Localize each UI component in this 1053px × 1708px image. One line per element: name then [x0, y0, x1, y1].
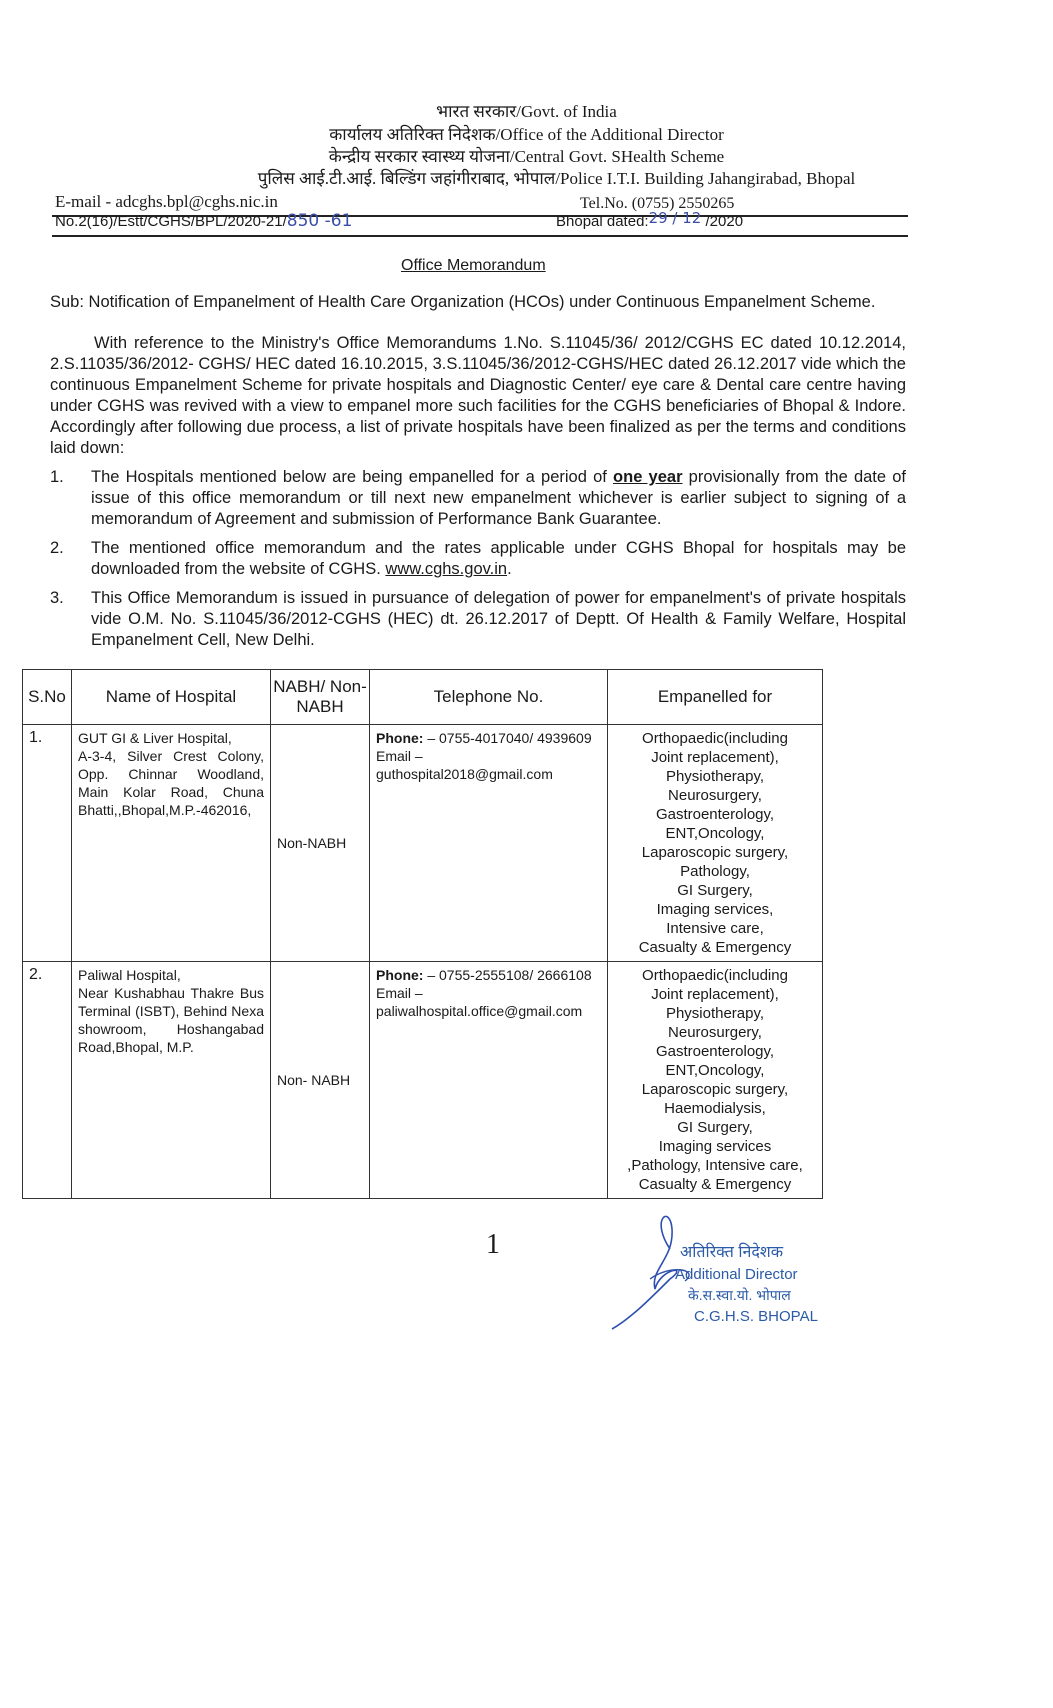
email-label: Email –	[376, 985, 423, 1001]
point-1-text-end: provisionally from the date of issue of this office memorandum or till next new empanelment whichever is earlier subject to signing of a memorandum of Agreement and submission of Performance Bank Guarantee.	[91, 468, 906, 528]
signature-stamp	[610, 1209, 850, 1344]
point-3-body: This Office Memorandum is issued in pursuance of delegation of power for empanelment's of private hospitals vide O.M. No. S.11045/36/2012-CGHS (HEC) dt. 26.12.2017 of Deptt. Of Health & Family Welfare, Hospital Empanelment Cell, New Delhi.	[91, 589, 906, 649]
stamp-title: Additional Director	[675, 1266, 798, 1283]
row-nabh: Non-NABH	[271, 725, 370, 962]
hospital-table	[22, 669, 823, 1199]
empanelled-specialty: Orthopaedic(including	[642, 967, 788, 984]
subject: Sub: Notification of Empanelment of Health Care Organization (HCOs) under Continuous Empanelment Scheme.	[50, 293, 876, 311]
point-2-body	[91, 538, 906, 580]
empanelled-specialty: Physiotherapy,	[665, 768, 765, 785]
letterhead-line-govt: भारत सरकार/Govt. of India	[436, 102, 617, 121]
point-1-body	[91, 467, 906, 530]
hospital-address: A-3-4, Silver Crest Colony, Opp. Chinnar Woodland, Main Kolar Road, Chuna Bhatti,,Bhopal,M.P.-462016,	[78, 748, 264, 818]
empanelled-specialty: Imaging services	[658, 1138, 772, 1155]
stamp-hindi-title: अतिरिक्त निदेशक	[680, 1244, 784, 1261]
empanelled-specialty: Imaging services,	[656, 901, 774, 918]
letterhead-email: E-mail - adcghs.bpl@cghs.nic.in	[55, 192, 278, 211]
empanelled-specialty: GI Surgery,	[677, 882, 753, 899]
empanelled-specialty: Orthopaedic(including	[642, 730, 788, 747]
row-empanelled	[608, 725, 823, 962]
page-number: 1	[486, 1229, 500, 1260]
header-sno: S.No	[23, 670, 72, 725]
document-title: Office Memorandum	[401, 257, 546, 274]
phone-number: – 0755-4017040/ 4939609	[423, 730, 592, 746]
table-row	[23, 725, 823, 962]
phone-number: – 0755-2555108/ 2666108	[423, 967, 592, 983]
handwritten-date: 29 / 12	[648, 209, 702, 227]
row-hospital-name	[72, 962, 271, 1199]
row-telephone	[370, 725, 608, 962]
hospital-name: Paliwal Hospital,	[78, 967, 181, 983]
header-name: Name of Hospital	[72, 670, 271, 725]
reference-number	[55, 210, 352, 233]
empanelled-specialty: ENT,Oncology,	[665, 1062, 765, 1079]
hospital-address: Near Kushabhau Thakre Bus Terminal (ISBT), Behind Nexa showroom, Hoshangabad Road,Bhopal, M.P.	[78, 985, 264, 1055]
row-sno: 2.	[23, 962, 72, 1199]
point-1-number: 1.	[50, 468, 64, 486]
stamp-hindi-office: के.स.स्वा.यो. भोपाल	[688, 1287, 791, 1303]
row-sno: 1.	[23, 725, 72, 962]
table-header-row	[23, 670, 823, 725]
empanelled-specialty: Haemodialysis,	[664, 1100, 766, 1117]
empanelled-specialty: Laparoscopic surgery,	[641, 1081, 789, 1098]
point-2-number: 2.	[50, 539, 64, 557]
empanelled-specialty: Pathology,	[680, 863, 750, 880]
point-3-number: 3.	[50, 589, 64, 607]
letterhead-line-scheme: केन्द्रीय सरकार स्वास्थ्य योजना/Central Govt. SHealth Scheme	[328, 147, 725, 166]
point-1-text: The Hospitals mentioned below are being empanelled for a period of	[91, 468, 614, 486]
date-year: /2020	[701, 213, 744, 230]
row-nabh: Non- NABH	[271, 962, 370, 1199]
header-nabh: NABH/ Non-NABH	[271, 670, 370, 725]
empanelled-specialty: Physiotherapy,	[665, 1005, 765, 1022]
table-row	[23, 962, 823, 1199]
empanelled-specialty: Neurosurgery,	[668, 787, 762, 804]
stamp-office: C.G.H.S. BHOPAL	[694, 1308, 818, 1325]
point-1	[50, 467, 906, 530]
empanelled-specialty: GI Surgery,	[677, 1119, 753, 1136]
reference-date	[556, 210, 743, 233]
empanelled-specialty: Joint replacement),	[651, 749, 779, 766]
row-empanelled	[608, 962, 823, 1199]
letterhead-line-office: कार्यालय अतिरिक्त निदेशक/Office of the Additional Director	[329, 125, 724, 144]
row-hospital-name	[72, 725, 271, 962]
reference-number-text: No.2(16)/Estt/CGHS/BPL/2020-21/	[55, 213, 287, 230]
empanelled-specialty: Joint replacement),	[651, 986, 779, 1003]
empanelled-specialty: ,Pathology, Intensive care,	[627, 1157, 803, 1174]
empanelled-specialty: Gastroenterology,	[655, 1043, 775, 1060]
empanelled-specialty: Gastroenterology,	[655, 806, 775, 823]
point-3	[50, 588, 906, 651]
phone-label: Phone:	[376, 730, 424, 746]
handwritten-number: 850 -61	[286, 211, 353, 231]
page-footer	[50, 1209, 906, 1349]
empanelled-specialty: Intensive care,	[666, 920, 764, 937]
empanelled-specialty: ENT,Oncology,	[665, 825, 765, 842]
point-2-text-end: .	[507, 560, 512, 578]
empanelled-specialty: Casualty & Emergency	[638, 939, 792, 956]
point-2	[50, 538, 906, 580]
header-telephone: Telephone No.	[370, 670, 608, 725]
header-rule-bottom	[52, 235, 908, 237]
letterhead-line-address: पुलिस आई.टी.आई. बिल्डिंग जहांगीराबाद, भोपाल/Police I.T.I. Building Jahangirabad, Bhopal	[257, 169, 856, 188]
phone-label: Phone:	[376, 967, 424, 983]
point-1-emphasis: one year	[613, 468, 683, 486]
email-address: paliwalhospital.office@gmail.com	[376, 1003, 583, 1019]
intro-paragraph: With reference to the Ministry's Office Memorandums 1.No. S.11045/36/ 2012/CGHS EC dated 10.12.2014, 2.S.11035/36/2012- CGHS/ HEC dated 16.10.2015, 3.S.11045/36/2012-CGHS/HEC dated 26.12.2017 vide which the continuous Empanelment Scheme for private hospitals and Diagnostic Center/ eye care & Dental care centre having under CGHS was revived with a view to empanel more such facilities for the CGHS beneficiaries of Bhopal & Indore. Accordingly after following due process, a list of private hospitals have been finalized as per the terms and conditions laid down:	[50, 334, 906, 457]
empanelled-specialty: Casualty & Emergency	[638, 1176, 792, 1193]
email-address: guthospital2018@gmail.com	[376, 766, 553, 782]
letterhead-tel: Tel.No. (0755) 2550265	[580, 195, 735, 212]
dated-label: Bhopal dated:	[556, 213, 649, 230]
row-telephone	[370, 962, 608, 1199]
cghs-website-link[interactable]: www.cghs.gov.in	[385, 560, 508, 578]
empanelled-specialty: Laparoscopic surgery,	[641, 844, 789, 861]
point-2-text: The mentioned office memorandum and the rates applicable under CGHS Bhopal for hospitals may be downloaded from the website of CGHS.	[91, 539, 906, 578]
memorandum-body	[28, 292, 906, 1349]
email-label: Email –	[376, 748, 423, 764]
header-empanelled: Empanelled for	[608, 670, 823, 725]
empanelled-specialty: Neurosurgery,	[668, 1024, 762, 1041]
hospital-name: GUT GI & Liver Hospital,	[78, 730, 232, 746]
